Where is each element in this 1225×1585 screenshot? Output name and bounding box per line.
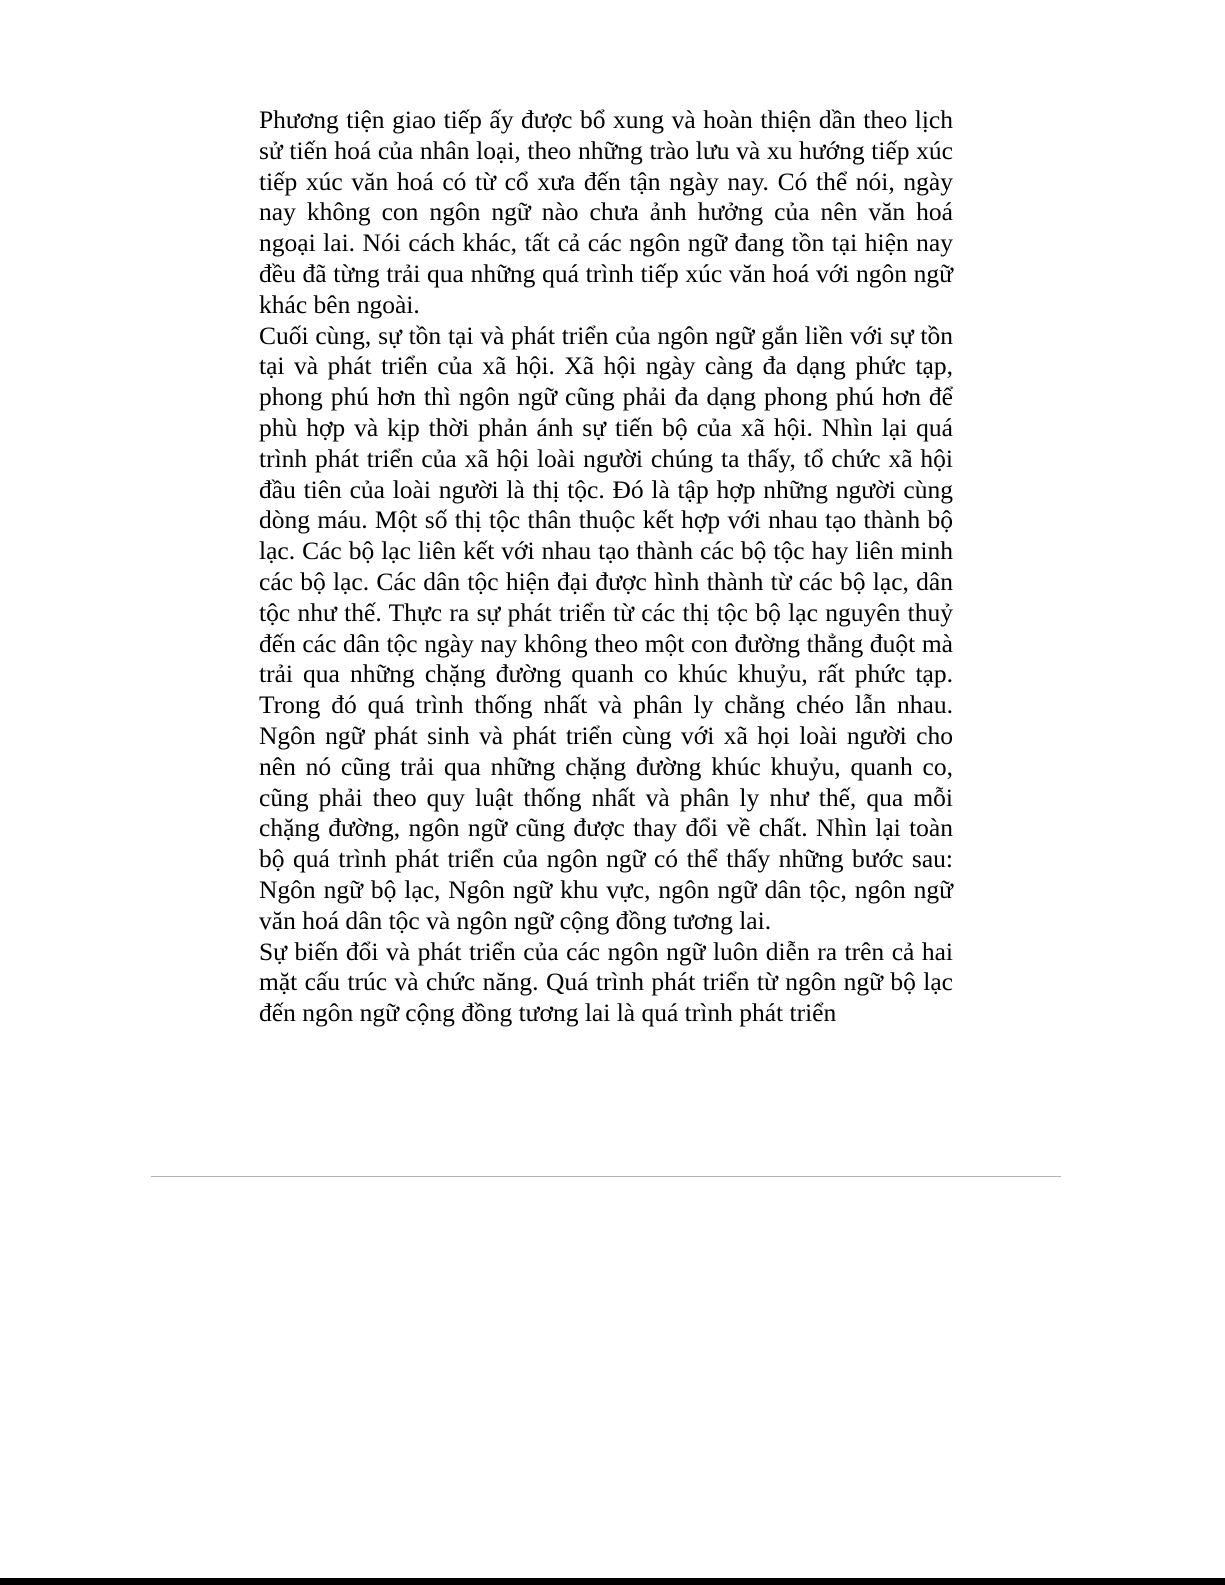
paragraph-3: Sự biến đổi và phát triển của các ngôn ngữ luôn diễn ra trên cả hai mặt cấu trúc và chức năng. Quá trình phát triển từ ngôn ngữ bộ lạc đến ngôn ngữ cộng đồng tương lai là quá trình phát triển xyxy=(259,936,953,1028)
bottom-border xyxy=(0,1578,1225,1585)
page-divider xyxy=(151,1176,1061,1177)
paragraph-1: Phương tiện giao tiếp ấy được bổ xung và hoàn thiện dần theo lịch sử tiến hoá của nhân loại, theo những trào lưu và xu hướng tiếp xúc tiếp xúc văn hoá có từ cổ xưa đến tận ngày nay. Có thể nói, ngày nay không con ngôn ngữ nào chưa ảnh hưởng của nên văn hoá ngoại lai. Nói cách khác, tất cả các ngôn ngữ đang tồn tại hiện nay đều đã từng trải qua những quá trình tiếp xúc văn hoá với ngôn ngữ khác bên ngoài. xyxy=(259,105,953,319)
body-text xyxy=(259,105,953,1029)
paragraph-2: Cuối cùng, sự tồn tại và phát triển của ngôn ngữ gắn liền với sự tồn tại và phát triển của xã hội. Xã hội ngày càng đa dạng phức tạp, phong phú hơn thì ngôn ngữ cũng phải đa dạng phong phú hơn để phù hợp và kịp thời phản ánh sự tiến bộ của xã hội. Nhìn lại quá trình phát triển của xã hội loài người chúng ta thấy, tổ chức xã hội đầu tiên của loài người là thị tộc. Đó là tập hợp những người cùng dòng máu. Một số thị tộc thân thuộc kết hợp với nhau tạo thành bộ lạc. Các bộ lạc liên kết với nhau tạo thành các bộ tộc hay liên minh các bộ lạc. Các dân tộc hiện đại được hình thành từ các bộ lạc, dân tộc như thế. Thực ra sự phát triển từ các thị tộc bộ lạc nguyên thuỷ đến các dân tộc ngày nay không theo một con đường thẳng đuột mà trải qua những chặng đường quanh co khúc khuỷu, rất phức tạp. Trong đó quá trình thống nhất và phân ly chằng chéo lẫn nhau. Ngôn ngữ phát sinh và phát triển cùng với xã họi loài người cho nên nó cũng trải qua những chặng đường khúc khuỷu, quanh co, cũng phải theo quy luật thống nhất và phân ly như thế, qua mỗi chặng đường, ngôn ngữ cũng được thay đổi về chất. Nhìn lại toàn bộ quá trình phát triển của ngôn ngữ có thể thấy những bước sau: Ngôn ngữ bộ lạc, Ngôn ngữ khu vực, ngôn ngữ dân tộc, ngôn ngữ văn hoá dân tộc và ngôn ngữ cộng đồng tương lai. xyxy=(259,320,953,935)
